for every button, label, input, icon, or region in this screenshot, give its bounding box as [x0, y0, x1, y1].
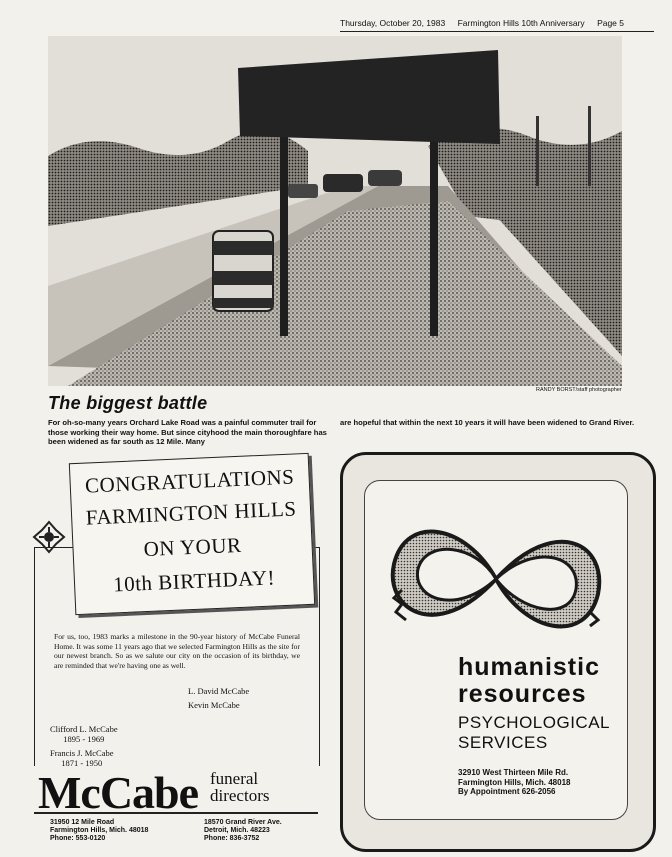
ornament-icon [32, 520, 66, 554]
caption-left-column: For oh-so-many years Orchard Lake Road was a painful commuter trail for those working their way home. But since cityhood the main thoroughfare has been widened as far south as 12 Mile. Many [48, 418, 327, 446]
founder-entry [50, 748, 114, 768]
address-city: Farmington Hills, Mich. 48018 [50, 827, 149, 834]
address-street: 31950 12 Mile Road [50, 819, 115, 826]
header-section: Farmington Hills 10th Anniversary [457, 18, 585, 28]
address-phone: Phone: 553-0120 [50, 835, 106, 842]
card-line: ON YOUR [143, 532, 242, 562]
address-city: Farmington Hills, Mich. 48018 [458, 777, 571, 787]
card-line: 10th BIRTHDAY! [112, 565, 276, 597]
congratulations-card [69, 453, 315, 615]
header-rule [340, 31, 654, 32]
founder-name: Francis J. McCabe [50, 748, 114, 758]
location-address [50, 819, 148, 843]
service-name: SERVICES [458, 733, 548, 752]
road-photo [48, 36, 622, 386]
founder-name: Clifford L. McCabe [50, 724, 118, 734]
signature: Kevin McCabe [188, 700, 240, 710]
mccabe-advertisement [24, 452, 324, 847]
founder-years: 1871 - 1950 [61, 758, 103, 768]
location-address [204, 819, 282, 843]
mccabe-logo: McCabe [38, 767, 199, 818]
caption-right-column: are hopeful that within the next 10 years it will have been widened to Grand River. [340, 418, 635, 427]
header-date: Thursday, October 20, 1983 [340, 18, 446, 28]
address-street: 32910 West Thirteen Mile Rd. [458, 768, 569, 777]
photo-credit: RANDY BORST/staff photographer [536, 387, 622, 393]
service-name: PSYCHOLOGICAL [458, 713, 610, 732]
address-phone: Phone: 836-3752 [204, 835, 260, 842]
header-page-number: Page 5 [597, 18, 625, 28]
address-street: 18570 Grand River Ave. [204, 819, 282, 826]
tagline-line: funeral [210, 769, 259, 788]
founder-entry [50, 724, 118, 744]
signature: L. David McCabe [188, 686, 250, 696]
card-line: CONGRATULATIONS [84, 464, 295, 498]
story-headline: The biggest battle [48, 393, 208, 413]
company-name: humanistic [458, 653, 600, 681]
ad-body-text: For us, too, 1983 marks a milestone in the 90-year history of McCabe Funeral Home. It was some 11 years ago that we selected Farmington Hills as the site for our newest branch. So as we salute our city on the occasion of its birthday, we are reminded that we're having one as well. [54, 632, 300, 670]
company-address [458, 768, 570, 797]
tagline-line: directors [210, 786, 270, 805]
company-name: resources [458, 680, 587, 708]
card-line: FARMINGTON HILLS [85, 496, 297, 530]
founder-years: 1895 - 1969 [63, 734, 105, 744]
logo-tagline [210, 770, 269, 804]
humanistic-advertisement [340, 452, 652, 848]
infinity-heads-logo-icon [376, 494, 616, 664]
appointment-phone: By Appointment 626-2056 [458, 787, 556, 796]
address-city: Detroit, Mich. 48223 [204, 827, 270, 834]
logo-rule [34, 812, 318, 814]
road-photo-drawing [48, 36, 622, 386]
